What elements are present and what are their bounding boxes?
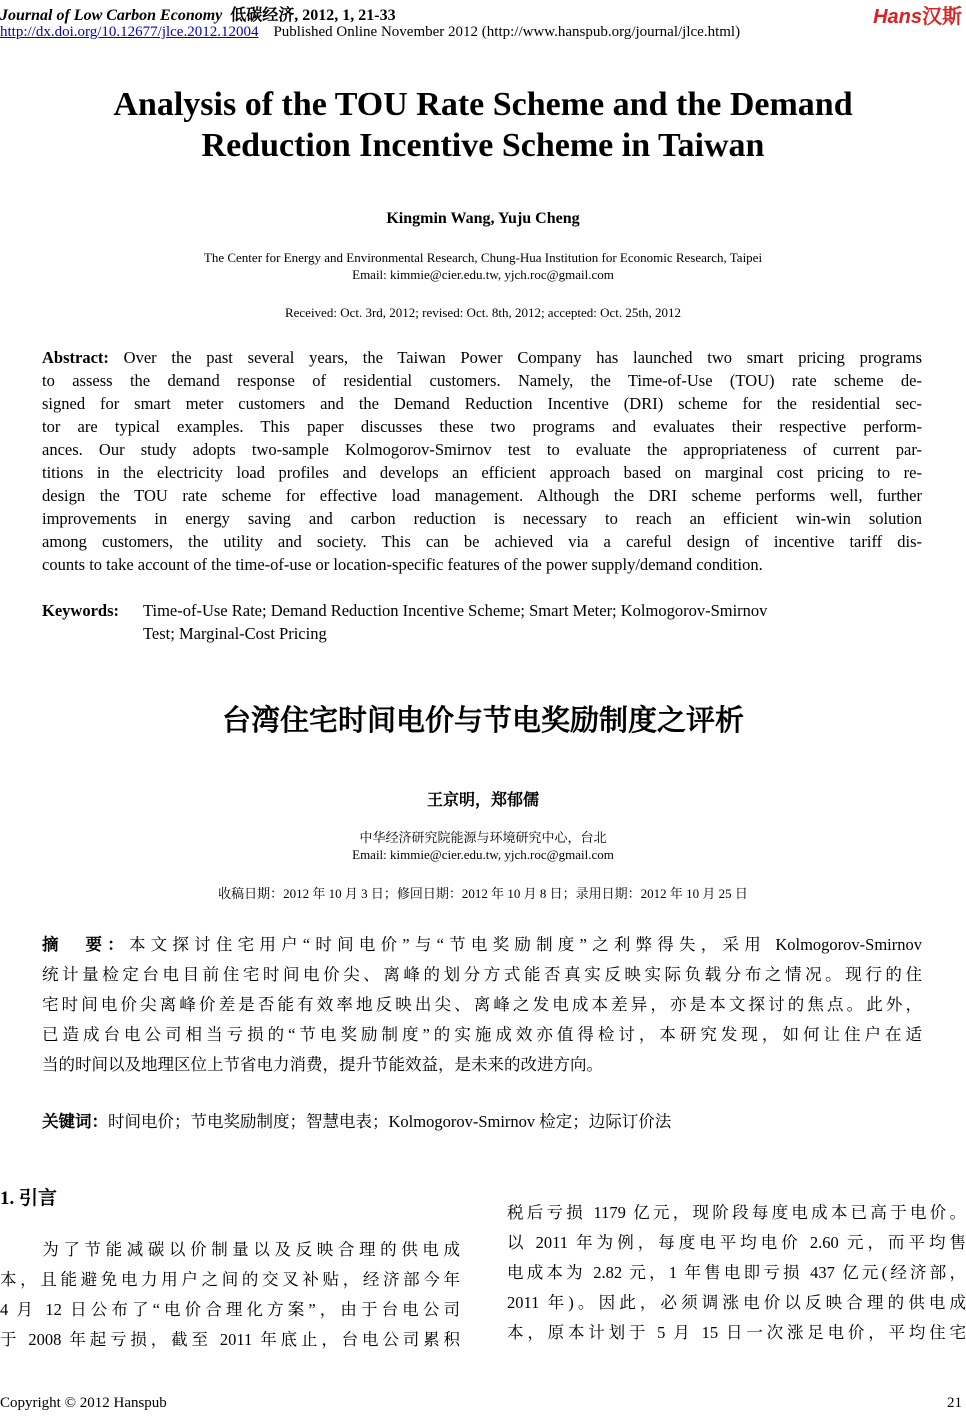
abstract-line: 当的时间以及地理区位上节省电力消费，提升节能效益，是未来的改进方向。 <box>42 1055 603 1074</box>
abstract-line: signed for smart meter customers and the Demand Reduction Incentive (DRI) scheme for the residential sec- <box>42 394 922 413</box>
abstract-line: 本文探讨住宅用户“时间电价”与“节电奖励制度”之利弊得失，采用 Kolmogorov-Smirnov <box>128 935 922 954</box>
body-line: 于 2008 年起亏损，截至 2011 年底止，台电公司累积 <box>0 1330 460 1349</box>
section-heading: 1. 引言 <box>0 1188 58 1209</box>
right-column <box>507 1198 966 1348</box>
body-line: 本，且能避免电力用户之间的交叉补贴，经济部今年 <box>0 1270 460 1289</box>
chinese-authors: 王京明，郑郁儒 <box>426 790 539 809</box>
copyright: Copyright © 2012 Hanspub <box>0 1395 167 1411</box>
body-line: 本，原本计划于 5 月 15 日一次涨足电价，平均住宅 <box>507 1323 966 1342</box>
abstract-line: design the TOU rate scheme for effective load management. Although the DRI scheme performs well, further <box>42 486 922 505</box>
published-info: Published Online November 2012 (http://www.hanspub.org/journal/jlce.html) <box>273 24 741 40</box>
abstract-line: ances. Our study adopts two-sample Kolmogorov-Smirnov test to evaluate the appropriateness of current par- <box>42 440 922 459</box>
abstract-line: 宅时间电价尖离峰价差是否能有效率地反映出尖、离峰之发电成本差异，亦是本文探讨的焦点。此外， <box>42 995 922 1014</box>
hans-logo <box>873 0 962 29</box>
body-line: 2011 年)。因此，必须调涨电价以反映合理的供电成 <box>507 1293 966 1312</box>
chinese-keywords-text: 时间电价；节电奖励制度；智慧电表；Kolmogorov-Smirnov 检定；边际订价法 <box>108 1112 672 1131</box>
abstract-line: among customers, the utility and society. This can be achieved via a careful design of incentive tariff dis- <box>42 532 922 551</box>
chinese-affiliation: 中华经济研究院能源与环境研究中心，台北 <box>359 830 607 845</box>
abstract-line: tor are typical examples. This paper discusses these two programs and evaluates their respective perform- <box>42 417 922 436</box>
abstract-line: titions in the electricity load profiles and develops an efficient approach based on marginal cost pricing to re- <box>42 463 922 482</box>
logo-cn: 汉斯 <box>922 6 962 28</box>
paper-title <box>0 84 966 166</box>
body-line: 4 月 12 日公布了“电价合理化方案”，由于台电公司 <box>0 1300 460 1319</box>
abstract-line: Over the past several years, the Taiwan Power Company has launched two smart pricing programs <box>108 348 922 367</box>
authors: Kingmin Wang, Yuju Cheng <box>386 210 580 227</box>
abstract-line: to assess the demand response of residential customers. Namely, the Time-of-Use (TOU) rate scheme de- <box>42 371 922 390</box>
abstract-line: counts to take account of the time-of-use or location-specific features of the power supply/demand condition. <box>42 555 763 574</box>
body-line: 电成本为 2.82 元，1 年售电即亏损 437 亿元(经济部， <box>507 1263 966 1282</box>
title-line: Analysis of the TOU Rate Scheme and the Demand <box>113 86 853 123</box>
body-line: 为了节能减碳以价制量以及反映合理的供电成 <box>0 1240 460 1259</box>
logo-en: Hans <box>873 6 922 28</box>
body-line: 税后亏损 1179 亿元，现阶段每度电成本已高于电价。 <box>507 1203 966 1222</box>
journal-name-cn: 低碳经济 <box>230 7 295 24</box>
email: Email: kimmie@cier.edu.tw, yjch.roc@gmail.com <box>352 267 614 282</box>
citation: , 2012, 1, 21-33 <box>294 7 396 24</box>
abstract-line: 已造成台电公司相当亏损的“节电奖励制度”的实施成效亦值得检讨，本研究发现，如何让住户在适 <box>42 1025 922 1044</box>
body-line: 以 2011 年为例，每度电平均电价 2.60 元，而平均售 <box>507 1233 966 1252</box>
abstract-line: 统计量检定台电目前住宅时间电价尖、离峰的划分方式能否真实反映实际负载分布之情况。现行的住 <box>42 965 922 984</box>
chinese-abstract-label: 摘 要： <box>42 935 129 954</box>
chinese-email: Email: kimmie@cier.edu.tw, yjch.roc@gmail.com <box>352 847 614 862</box>
abstract-label: Abstract: <box>42 348 109 367</box>
chinese-keywords <box>42 1108 671 1132</box>
chinese-abstract <box>42 930 922 1080</box>
keywords-line: Time-of-Use Rate; Demand Reduction Incentive Scheme; Smart Meter; Kolmogorov-Smirnov <box>143 601 768 620</box>
keywords-line: Test; Marginal-Cost Pricing <box>143 624 327 643</box>
keywords <box>42 599 768 643</box>
doi-line <box>0 24 740 41</box>
abstract <box>42 346 922 576</box>
doi-link[interactable]: http://dx.doi.org/10.12677/jlce.2012.12004 <box>0 24 259 40</box>
received-dates: Received: Oct. 3rd, 2012; revised: Oct. 8th, 2012; accepted: Oct. 25th, 2012 <box>284 305 682 320</box>
abstract-line: improvements in energy saving and carbon reduction is necessary to reach an efficient win-win solution <box>42 509 922 528</box>
chinese-dates: 收稿日期：2012 年 10 月 3 日；修回日期：2012 年 10 月 8 日；录用日期：2012 年 10 月 25 日 <box>218 886 748 901</box>
title-line: Reduction Incentive Scheme in Taiwan <box>201 127 765 164</box>
left-column <box>0 1235 460 1355</box>
keywords-label: Keywords: <box>42 601 119 620</box>
page-number: 21 <box>947 1395 962 1411</box>
journal-header <box>0 2 396 25</box>
affiliation: The Center for Energy and Environmental Research, Chung-Hua Institution for Economic Research, Taipei <box>203 250 763 265</box>
journal-name: Journal of Low Carbon Economy <box>0 7 223 24</box>
chinese-title: 台湾住宅时间电价与节电奖励制度之评析 <box>221 703 744 737</box>
chinese-keywords-label: 关键词： <box>42 1112 108 1131</box>
